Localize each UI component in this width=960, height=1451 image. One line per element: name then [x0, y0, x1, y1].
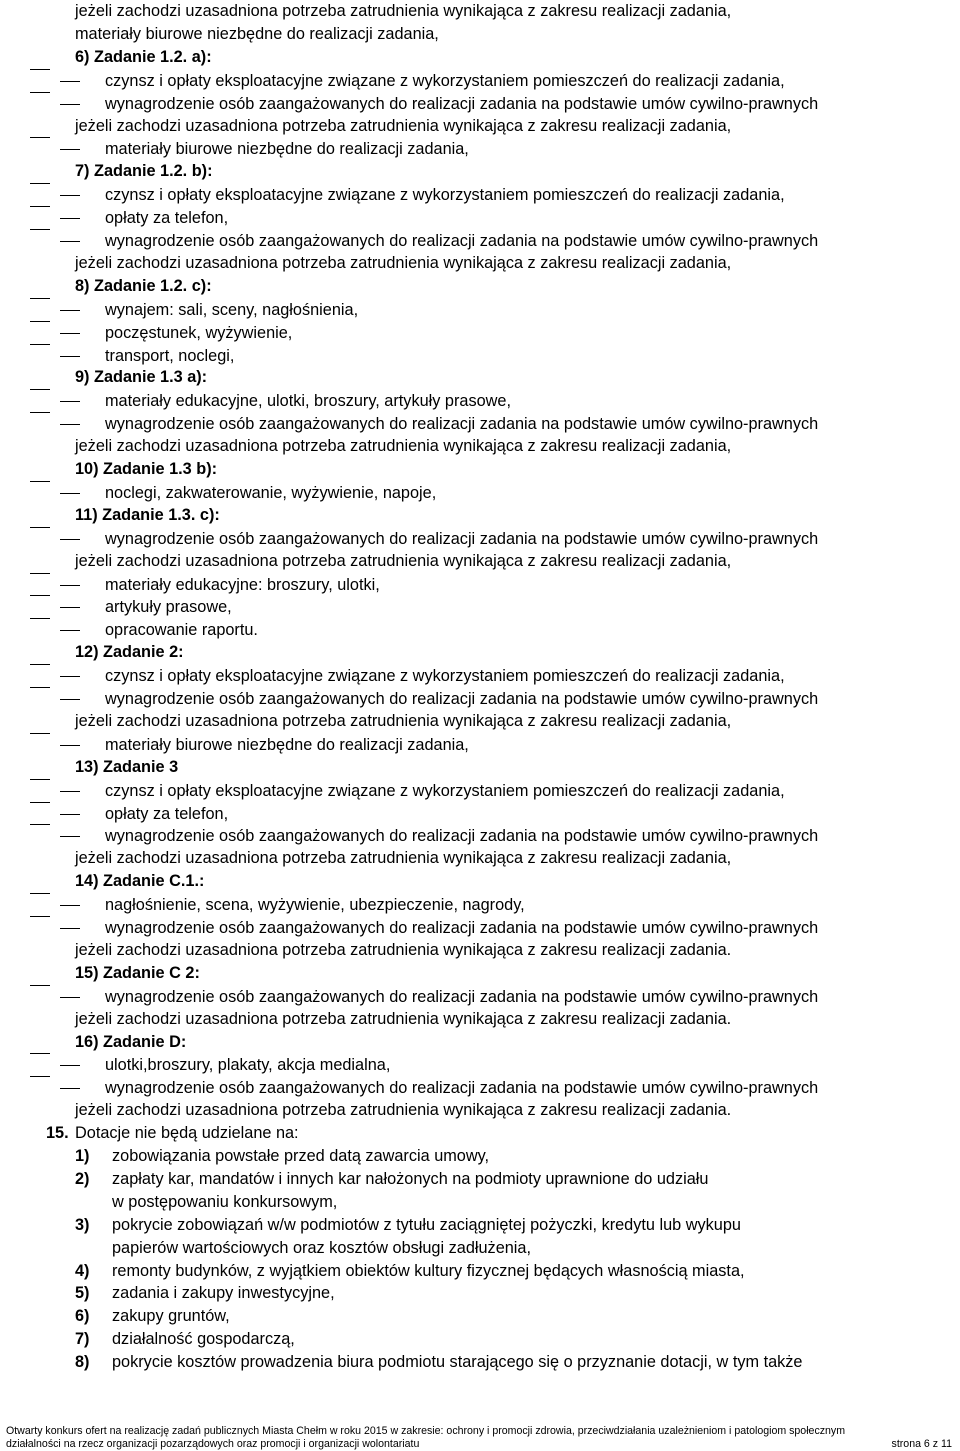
doc-line-cont	[0, 1099, 960, 1122]
task-heading: 8) Zadanie 1.2. c):	[75, 276, 212, 295]
doc-line-dash	[30, 779, 785, 800]
doc-line-head	[0, 870, 960, 893]
doc-line-dash	[30, 824, 819, 846]
doc-line-cont	[0, 550, 960, 573]
doc-line-head	[0, 160, 960, 183]
doc-line-dash	[30, 137, 469, 159]
doc-line-cont	[0, 23, 960, 46]
item-text: zadania i zakupy inwestycyjne,	[112, 1284, 335, 1303]
doc-line-dash	[30, 595, 232, 617]
doc-line-dash	[30, 733, 469, 754]
item-number: 6)	[75, 1307, 90, 1326]
doc-line-head	[0, 366, 960, 389]
item-number: 7)	[75, 1330, 90, 1349]
dash-bullet-icon	[60, 814, 80, 815]
doc-line-dash	[30, 893, 525, 915]
line-text: wynagrodzenie osób zaangażowanych do realizacji zadania na podstawie umów cywilno-prawnych	[105, 94, 819, 113]
item-text-continued: papierów wartościowych oraz kosztów obsługi zadłużenia,	[112, 1238, 531, 1257]
task-heading: 10) Zadanie 1.3 b):	[75, 460, 218, 478]
dash-bullet-icon	[60, 676, 80, 677]
doc-line-cont	[0, 939, 960, 962]
section-number: 15.	[46, 1124, 69, 1143]
dash-bullet-icon	[60, 218, 80, 219]
doc-line-item	[0, 1305, 960, 1328]
line-text: materiały edukacyjne: broszury, ulotki,	[105, 575, 380, 594]
dash-bullet-icon	[60, 630, 80, 631]
doc-line-dash	[30, 481, 437, 502]
line-text: noclegi, zakwaterowanie, wyżywienie, napoje,	[105, 483, 437, 502]
line-text: ulotki,broszury, plakaty, akcja medialna,	[105, 1056, 391, 1075]
dash-bullet-icon	[60, 195, 80, 196]
line-text: wynagrodzenie osób zaangażowanych do realizacji zadania na podstawie umów cywilno-prawnych	[105, 529, 819, 548]
doc-line-dash	[30, 206, 229, 228]
item-text: zapłaty kar, mandatów i innych kar nałożonych na podmioty uprawnione do udziału	[112, 1169, 709, 1188]
doc-line-dash	[30, 298, 359, 319]
line-text: transport, noclegi,	[105, 346, 235, 365]
doc-line-head	[0, 275, 960, 298]
doc-line-cont	[0, 1008, 960, 1031]
doc-line-cont	[0, 435, 960, 458]
page-number: strona 6 z 11	[891, 1438, 952, 1450]
dash-bullet-icon	[60, 836, 80, 837]
line-text: jeżeli zachodzi uzasadniona potrzeba zatrudnienia wynikająca z zakresu realizacji zadania,	[75, 551, 732, 570]
dash-bullet-icon	[60, 493, 80, 494]
line-text: czynsz i opłaty eksploatacyjne związane z wykorzystaniem pomieszczeń do realizacji zadania,	[105, 71, 785, 90]
item-number: 5)	[75, 1284, 90, 1303]
doc-line-head	[0, 962, 960, 985]
doc-line-dash	[30, 664, 785, 686]
line-text: wynagrodzenie osób zaangażowanych do realizacji zadania na podstawie umów cywilno-prawnych	[105, 827, 819, 846]
dash-bullet-icon	[60, 356, 80, 357]
footer-text: Otwarty konkurs ofert na realizację zadań publicznych Miasta Chełm w roku 2015 w zakresie: ochrony i promocji zdrowia, przeciwdziałania uzależnieniom i patologiom społecznym	[6, 1425, 846, 1437]
doc-line-dash	[30, 1076, 819, 1098]
line-text: poczęstunek, wyżywienie,	[105, 323, 293, 342]
doc-line-head	[0, 641, 960, 664]
item-number: 1)	[75, 1147, 90, 1165]
dash-bullet-icon	[60, 424, 80, 425]
doc-line-item	[0, 1260, 960, 1283]
line-text: czynsz i opłaty eksploatacyjne związane z wykorzystaniem pomieszczeń do realizacji zadania,	[105, 667, 785, 686]
doc-line-item	[0, 1168, 960, 1191]
line-text: nagłośnienie, scena, wyżywienie, ubezpieczenie, nagrody,	[105, 896, 525, 915]
doc-line-item	[0, 1282, 960, 1305]
footer-text: działalności na rzecz organizacji pozarządowych oraz promocji i organizacji wolontariatu	[6, 1438, 420, 1450]
dash-bullet-icon	[60, 149, 80, 150]
line-text: materiały biurowe niezbędne do realizacji zadania,	[105, 140, 469, 159]
doc-line-head	[0, 756, 960, 779]
item-text: pokrycie kosztów prowadzenia biura podmiotu starającego się o przyznanie dotacji, w tym także	[112, 1353, 803, 1372]
item-number: 4)	[75, 1261, 90, 1280]
task-heading: 15) Zadanie C 2:	[75, 963, 200, 982]
item-number: 2)	[75, 1169, 90, 1188]
doc-line-itemcont	[0, 1191, 960, 1214]
item-text: zobowiązania powstałe przed datą zawarcia umowy,	[112, 1147, 490, 1165]
doc-line-item	[0, 1145, 960, 1168]
dash-bullet-icon	[60, 539, 80, 540]
dash-bullet-icon	[60, 791, 80, 792]
doc-line-dash	[30, 687, 819, 708]
doc-line-head	[0, 504, 960, 527]
line-text: wynagrodzenie osób zaangażowanych do realizacji zadania na podstawie umów cywilno-prawnych	[105, 987, 819, 1006]
item-number: 8)	[75, 1353, 90, 1372]
doc-line-item	[0, 1351, 960, 1374]
dash-bullet-icon	[60, 81, 80, 82]
dash-bullet-icon	[60, 401, 80, 402]
doc-line-section	[0, 1122, 960, 1145]
doc-line-dash	[30, 985, 819, 1006]
line-text: jeżeli zachodzi uzasadniona potrzeba zatrudnienia wynikająca z zakresu realizacji zadania.	[75, 1101, 732, 1120]
line-text: jeżeli zachodzi uzasadniona potrzeba zatrudnienia wynikająca z zakresu realizacji zadania,	[75, 2, 732, 20]
doc-line-item	[0, 1214, 960, 1237]
line-text: wynajem: sali, sceny, nagłośnienia,	[105, 300, 359, 319]
line-text: materiały edukacyjne, ulotki, broszury, artykuły prasowe,	[105, 392, 511, 411]
dash-bullet-icon	[60, 310, 80, 311]
line-text: artykuły prasowe,	[105, 598, 232, 617]
doc-line-head	[0, 1031, 960, 1054]
dash-bullet-icon	[60, 1088, 80, 1089]
doc-line-cont	[0, 252, 960, 275]
line-text: jeżeli zachodzi uzasadniona potrzeba zatrudnienia wynikająca z zakresu realizacji zadania,	[75, 253, 732, 272]
doc-line-dash	[30, 802, 229, 823]
section-title: Dotacje nie będą udzielane na:	[75, 1124, 299, 1143]
item-text: działalność gospodarczą,	[112, 1330, 295, 1349]
dash-bullet-icon	[60, 928, 80, 929]
line-text: czynsz i opłaty eksploatacyjne związane z wykorzystaniem pomieszczeń do realizacji zadania,	[105, 781, 785, 800]
task-heading: 6) Zadanie 1.2. a):	[75, 47, 212, 66]
line-text: czynsz i opłaty eksploatacyjne związane z wykorzystaniem pomieszczeń do realizacji zadania,	[105, 186, 785, 205]
dash-bullet-icon	[60, 241, 80, 242]
task-heading: 9) Zadanie 1.3 a):	[75, 368, 208, 387]
doc-line-cont	[0, 115, 960, 138]
line-text: jeżeli zachodzi uzasadniona potrzeba zatrudnienia wynikająca z zakresu realizacji zadania,	[75, 711, 732, 730]
dash-bullet-icon	[60, 745, 80, 746]
doc-line-item	[0, 1328, 960, 1351]
doc-line-dash	[30, 344, 235, 365]
doc-line-dash	[30, 69, 785, 90]
line-text: wynagrodzenie osób zaangażowanych do realizacji zadania na podstawie umów cywilno-prawnych	[105, 919, 819, 937]
line-text: wynagrodzenie osób zaangażowanych do realizacji zadania na podstawie umów cywilno-prawnych	[105, 1079, 819, 1098]
line-text: opłaty za telefon,	[105, 804, 229, 823]
doc-line-dash	[30, 573, 380, 594]
doc-line-dash	[30, 92, 819, 113]
line-text: wynagrodzenie osób zaangażowanych do realizacji zadania na podstawie umów cywilno-prawnych	[105, 415, 819, 434]
doc-line-dash	[30, 527, 819, 548]
doc-line-dash	[30, 412, 819, 434]
dash-bullet-icon	[60, 997, 80, 998]
line-text: opłaty za telefon,	[105, 209, 229, 228]
task-heading: 12) Zadanie 2:	[75, 643, 184, 662]
line-text: jeżeli zachodzi uzasadniona potrzeba zatrudnienia wynikająca z zakresu realizacji zadania,	[75, 116, 732, 135]
doc-line-dash	[30, 183, 785, 205]
task-heading: 14) Zadanie C.1.:	[75, 872, 205, 891]
doc-line-dash	[30, 321, 293, 342]
item-text: pokrycie zobowiązań w/w podmiotów z tytułu zaciągniętej pożyczki, kredytu lub wykupu	[112, 1215, 741, 1234]
dash-bullet-icon	[60, 699, 80, 700]
dash-bullet-icon	[60, 1065, 80, 1066]
doc-line-cont	[0, 0, 960, 23]
doc-line-cont	[0, 847, 960, 870]
line-text: opracowanie raportu.	[105, 621, 258, 640]
item-number: 3)	[75, 1215, 90, 1234]
line-text: materiały biurowe niezbędne do realizacji zadania,	[105, 735, 469, 754]
item-text: zakupy gruntów,	[112, 1307, 230, 1326]
dash-bullet-icon	[60, 333, 80, 334]
task-heading: 11) Zadanie 1.3. c):	[75, 505, 220, 524]
doc-line-itemcont	[0, 1237, 960, 1260]
task-heading: 16) Zadanie D:	[75, 1032, 187, 1051]
item-text-continued: w postępowaniu konkursowym,	[112, 1192, 338, 1211]
doc-line-dash	[30, 916, 819, 937]
doc-line-cont	[0, 710, 960, 733]
doc-line-dash	[30, 389, 511, 411]
line-text: jeżeli zachodzi uzasadniona potrzeba zatrudnienia wynikająca z zakresu realizacji zadania,	[75, 849, 732, 868]
doc-line-head	[0, 458, 960, 481]
dash-bullet-icon	[60, 104, 80, 105]
line-text: jeżeli zachodzi uzasadniona potrzeba zatrudnienia wynikająca z zakresu realizacji zadania.	[75, 1009, 732, 1028]
doc-line-head	[0, 46, 960, 69]
line-text: jeżeli zachodzi uzasadniona potrzeba zatrudnienia wynikająca z zakresu realizacji zadania.	[75, 940, 732, 959]
doc-line-dash	[30, 229, 819, 250]
item-text: remonty budynków, z wyjątkiem obiektów kultury fizycznej będących własnością miasta,	[112, 1261, 745, 1280]
dash-bullet-icon	[60, 585, 80, 586]
doc-line-dash	[30, 618, 258, 640]
doc-line-dash	[30, 1053, 391, 1075]
line-text: materiały biurowe niezbędne do realizacji zadania,	[75, 24, 439, 43]
dash-bullet-icon	[60, 905, 80, 906]
task-heading: 7) Zadanie 1.2. b):	[75, 162, 213, 181]
dash-bullet-icon	[60, 607, 80, 608]
task-heading: 13) Zadanie 3	[75, 757, 179, 776]
line-text: jeżeli zachodzi uzasadniona potrzeba zatrudnienia wynikająca z zakresu realizacji zadania,	[75, 437, 732, 456]
line-text: wynagrodzenie osób zaangażowanych do realizacji zadania na podstawie umów cywilno-prawnych	[105, 690, 819, 708]
line-text: wynagrodzenie osób zaangażowanych do realizacji zadania na podstawie umów cywilno-prawnych	[105, 232, 819, 250]
